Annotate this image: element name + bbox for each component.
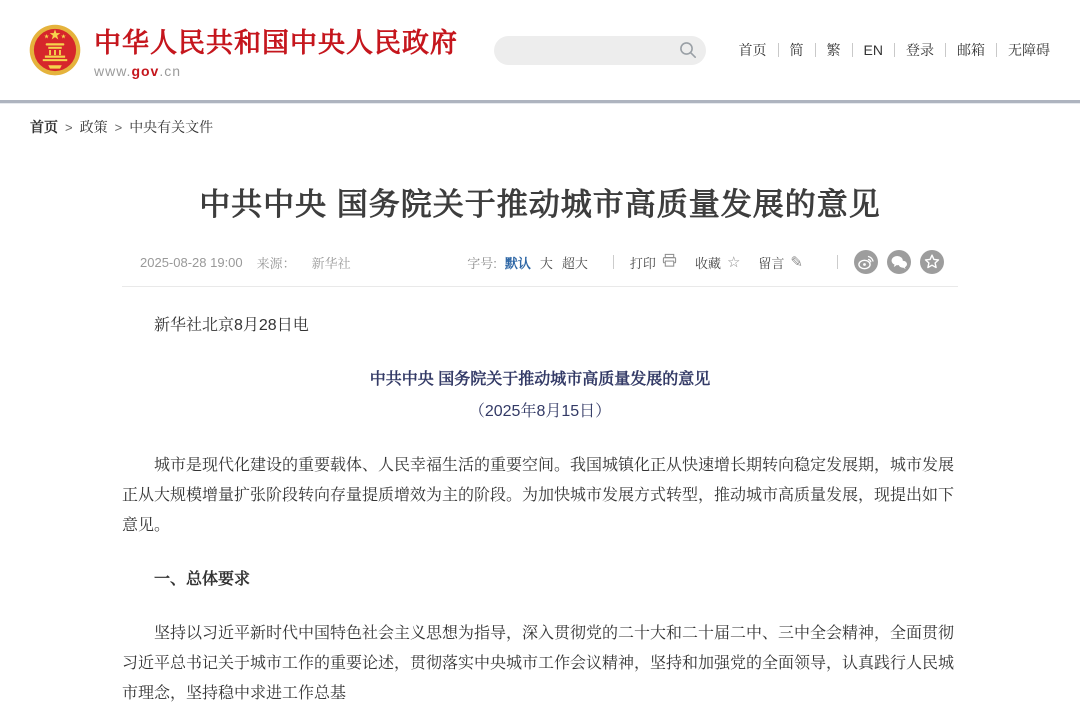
paragraph-2: 坚持以习近平新时代中国特色社会主义思想为指导，深入贯彻党的二十大和二十届二中、三中全会精神，全面贯彻习近平总书记关于城市工作的重要论述，贯彻落实中央城市工作会议精神，坚持和加强党的全面领导，认真践行人民城市理念，坚持稳中求进工作总基 — [122, 625, 955, 702]
source-label: 来源： — [256, 255, 296, 271]
source-value[interactable]: 新华社 — [311, 255, 351, 271]
printer-icon — [662, 253, 677, 271]
favorite-button[interactable] — [695, 253, 740, 272]
top-nav — [728, 40, 1050, 60]
pencil-icon: ✎ — [790, 253, 803, 271]
breadcrumb-policy[interactable]: 政策 — [79, 119, 108, 135]
nav-traditional[interactable]: 繁 — [826, 42, 841, 58]
breadcrumb-separator: > — [114, 119, 123, 135]
breadcrumb-current: 中央有关文件 — [129, 119, 214, 135]
print-label: 打印 — [629, 255, 656, 271]
font-size-label: 字号: — [467, 255, 497, 271]
font-size-large[interactable]: 大 — [539, 255, 553, 271]
page-title: 中共中央 国务院关于推动城市高质量发展的意见 — [199, 187, 881, 222]
share-qzone-icon[interactable] — [920, 250, 944, 274]
search-box[interactable] — [494, 36, 706, 65]
favorite-label: 收藏 — [694, 255, 721, 271]
site-url[interactable] — [94, 63, 458, 79]
breadcrumb-separator: > — [65, 119, 73, 135]
font-size-xlarge[interactable]: 超大 — [561, 255, 588, 271]
document-date: （2025年8月15日） — [468, 403, 612, 420]
nav-home[interactable]: 首页 — [738, 42, 767, 58]
publish-date: 2025-08-28 19:00 — [140, 254, 243, 270]
url-gov: gov — [131, 63, 160, 79]
article — [122, 179, 958, 709]
breadcrumb-home[interactable]: 首页 — [30, 119, 58, 135]
search-icon[interactable] — [679, 41, 697, 59]
article-body — [122, 311, 958, 709]
comment-label: 留言 — [758, 255, 785, 271]
url-www: www. — [94, 63, 132, 79]
comment-button[interactable] — [758, 253, 803, 272]
nav-mail[interactable]: 邮箱 — [957, 42, 985, 58]
nav-login[interactable]: 登录 — [906, 42, 934, 58]
font-size-default[interactable]: 默认 — [504, 255, 531, 271]
document-title: 中共中央 国务院关于推动城市高质量发展的意见 — [369, 371, 711, 388]
nav-accessibility[interactable]: 无障碍 — [1008, 42, 1050, 58]
section-heading-1: 一、总体要求 — [154, 571, 251, 588]
article-meta-row — [122, 250, 958, 274]
star-icon: ☆ — [726, 253, 741, 271]
paragraph-1: 城市是现代化建设的重要载体、人民幸福生活的重要空间。我国城镇化正从快速增长期转向稳定发展期，城市发展正从大规模增量扩张阶段转向存量提质增效为主的阶段。为加快城市发展方式转型，推动城市高质量发展，现提出如下意见。 — [122, 457, 955, 534]
breadcrumb — [0, 103, 1080, 137]
site-header — [0, 0, 1080, 100]
share-wechat-icon[interactable] — [887, 250, 911, 274]
dateline: 新华社北京8月28日电 — [154, 317, 309, 334]
print-button[interactable] — [630, 253, 677, 272]
nav-simplified[interactable]: 简 — [789, 42, 804, 58]
site-title: 中华人民共和国中央人民政府 — [94, 28, 458, 58]
toolbar-divider — [837, 255, 838, 269]
article-toolbar — [467, 250, 944, 274]
nav-english[interactable]: EN — [863, 42, 883, 58]
share-weibo-icon[interactable] — [854, 250, 878, 274]
national-emblem-icon — [28, 23, 82, 77]
url-cn: .cn — [159, 63, 182, 79]
article-meta — [140, 253, 351, 272]
toolbar-divider — [613, 255, 614, 269]
meta-divider — [122, 286, 958, 287]
site-logo[interactable] — [28, 21, 458, 79]
